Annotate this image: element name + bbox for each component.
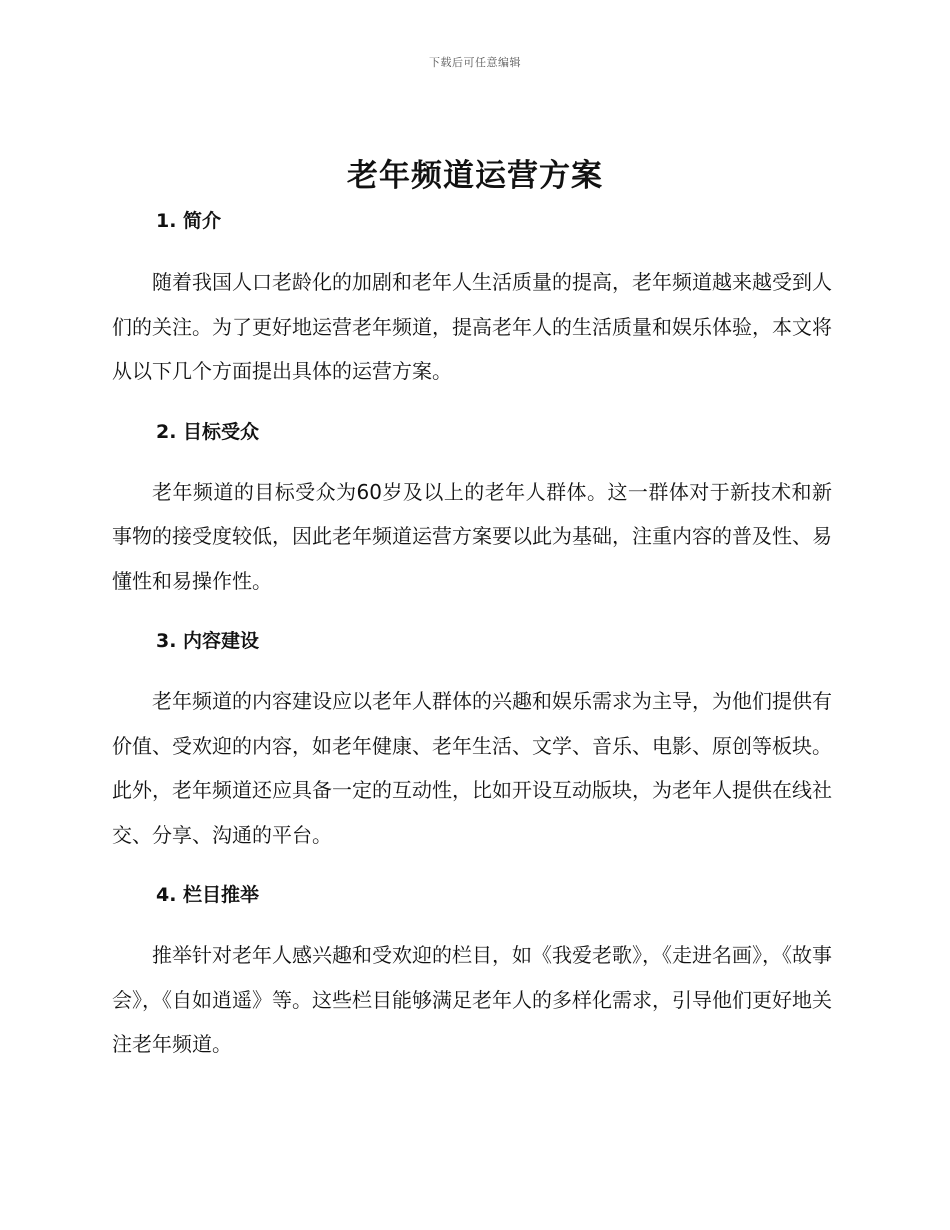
header-note: 下载后可任意编辑 xyxy=(429,56,521,69)
section-heading-columns: 4. 栏目推举 xyxy=(156,884,260,906)
section-heading-content: 3. 内容建设 xyxy=(156,630,260,652)
section-paragraph-audience: 老年频道的目标受众为60岁及以上的老年人群体。这一群体对于新技术和新事物的接受度较低，因此老年频道运营方案要以此为基础，注重内容的普及性、易懂性和易操作性。 xyxy=(112,479,832,593)
section-heading-audience: 2. 目标受众 xyxy=(156,420,260,443)
document-body xyxy=(112,205,832,1067)
section-paragraph-content: 老年频道的内容建设应以老年人群体的兴趣和娱乐需求为主导，为他们提供有价值、受欢迎的内容，如老年健康、老年生活、文学、音乐、电影、原创等板块。此外，老年频道还应具备一定的互动性，比如开设互动版块，为老年人提供在线社交、分享、沟通的平台。 xyxy=(112,689,832,847)
section-heading-intro: 1. 简介 xyxy=(156,210,222,232)
section-paragraph-intro: 随着我国人口老龄化的加剧和老年人生活质量的提高，老年频道越来越受到人们的关注。为了更好地运营老年频道，提高老年人的生活质量和娱乐体验，本文将从以下几个方面提出具体的运营方案。 xyxy=(112,270,832,383)
section-paragraph-columns: 推举针对老年人感兴趣和受欢迎的栏目，如《我爱老歌》，《走进名画》，《故事会》，《自如逍遥》等。这些栏目能够满足老年人的多样化需求，引导他们更好地关注老年频道。 xyxy=(112,943,832,1056)
document-title: 老年频道运营方案 xyxy=(347,158,603,194)
